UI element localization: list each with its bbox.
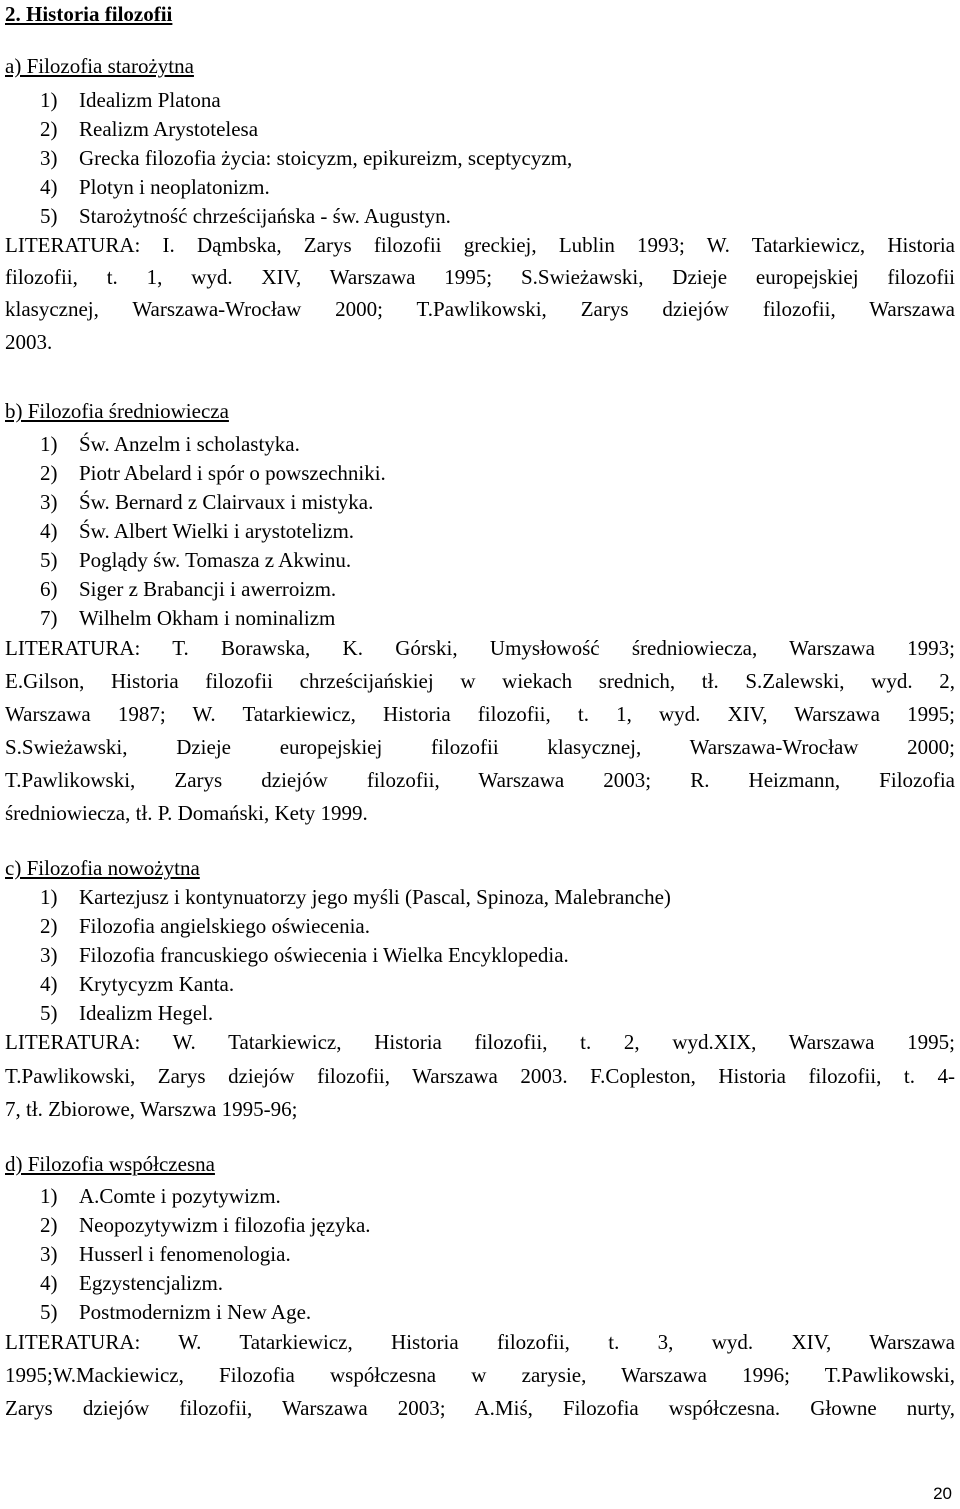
list-item-number: 2) [40, 461, 58, 485]
list-item-text: Egzystencjalizm. [79, 1271, 224, 1295]
list-item-text: Husserl i fenomenologia. [79, 1242, 291, 1266]
literature-line: 1995;W.Mackiewicz, Filozofia współczesna w zarysie, Warszawa 1996; T.Pawlikowski, [5, 1363, 955, 1387]
list-item-number: 2) [40, 914, 58, 938]
list-item [40, 459, 386, 487]
list-item [40, 604, 335, 632]
list-item-number: 6) [40, 577, 58, 601]
list-item [40, 575, 336, 603]
list-item-number: 3) [40, 490, 58, 514]
literature-line: LITERATURA: W. Tatarkiewicz, Historia filozofii, t. 2, wyd.XIX, Warszawa 1995; [5, 1030, 955, 1054]
list-item [40, 1269, 223, 1297]
list-item [40, 1211, 371, 1239]
list-item-text: A.Comte i pozytywizm. [79, 1184, 281, 1208]
list-item [40, 115, 258, 143]
list-item-number: 5) [40, 548, 58, 572]
page-heading: 2. Historia filozofii [5, 2, 173, 26]
list-item [40, 546, 351, 574]
list-item-number: 4) [40, 519, 58, 543]
literature-line: S.Swieżawski, Dzieje europejskiej filozofii klasycznej, Warszawa-Wrocław 2000; [5, 735, 955, 759]
list-item-text: Poglądy św. Tomasza z Akwinu. [79, 548, 352, 572]
literature-line: klasycznej, Warszawa-Wrocław 2000; T.Pawlikowski, Zarys dziejów filozofii, Warszawa [5, 297, 955, 321]
list-item [40, 1298, 311, 1326]
list-item-number: 5) [40, 204, 58, 228]
list-item [40, 86, 221, 114]
list-item-number: 1) [40, 885, 58, 909]
list-item-number: 4) [40, 175, 58, 199]
list-item-text: Idealizm Hegel. [79, 1001, 214, 1025]
list-item [40, 144, 572, 172]
list-item [40, 488, 373, 516]
list-item-text: Grecka filozofia życia: stoicyzm, epikureizm, sceptycyzm, [79, 146, 573, 170]
list-item-number: 4) [40, 1271, 58, 1295]
list-item [40, 517, 354, 545]
list-item-text: Plotyn i neoplatonizm. [79, 175, 270, 199]
list-item-number: 2) [40, 1213, 58, 1237]
list-item-text: Starożytność chrześcijańska - św. Augustyn. [79, 204, 451, 228]
page-number: 20 [933, 1484, 952, 1503]
list-item-number: 7) [40, 606, 58, 630]
list-item-text: Wilhelm Okham i nominalizm [79, 606, 336, 630]
literature-line: LITERATURA: W. Tatarkiewicz, Historia filozofii, t. 3, wyd. XIV, Warszawa [5, 1330, 955, 1354]
literature-line: 2003. [5, 330, 53, 354]
list-item-text: Św. Bernard z Clairvaux i mistyka. [79, 490, 374, 514]
list-item-number: 3) [40, 146, 58, 170]
list-item-number: 3) [40, 943, 58, 967]
list-item [40, 970, 234, 998]
list-item-number: 2) [40, 117, 58, 141]
literature-line: T.Pawlikowski, Zarys dziejów filozofii, Warszawa 2003. F.Copleston, Historia filozofii, t. 4- [5, 1064, 955, 1088]
list-item-text: Św. Anzelm i scholastyka. [79, 432, 300, 456]
list-item-number: 5) [40, 1001, 58, 1025]
literature-line: średniowiecza, tł. P. Domański, Kety 1999. [5, 801, 368, 825]
section-title-contemporary: d) Filozofia współczesna [5, 1152, 215, 1176]
literature-line: Zarys dziejów filozofii, Warszawa 2003; A.Miś, Filozofia współczesna. Głowne nurty, [5, 1396, 955, 1420]
list-item-number: 4) [40, 972, 58, 996]
list-item-text: Siger z Brabancji i awerroizm. [79, 577, 337, 601]
literature-line: Warszawa 1987; W. Tatarkiewicz, Historia filozofii, t. 1, wyd. XIV, Warszawa 1995; [5, 702, 955, 726]
list-item-number: 1) [40, 432, 58, 456]
list-item-text: Kartezjusz i kontynuatorzy jego myśli (Pascal, Spinoza, Malebranche) [79, 885, 671, 909]
list-item-number: 1) [40, 88, 58, 112]
literature-line: E.Gilson, Historia filozofii chrześcijańskiej w wiekach srednich, tł. S.Zalewski, wyd. 2, [5, 669, 955, 693]
list-item-text: Piotr Abelard i spór o powszechniki. [79, 461, 386, 485]
list-item-text: Neopozytywizm i filozofia języka. [79, 1213, 371, 1237]
list-item-text: Św. Albert Wielki i arystotelizm. [79, 519, 355, 543]
list-item [40, 173, 270, 201]
list-item [40, 430, 300, 458]
section-title-medieval: b) Filozofia średniowiecza [5, 399, 229, 423]
list-item [40, 202, 451, 230]
literature-line: LITERATURA: I. Dąmbska, Zarys filozofii greckiej, Lublin 1993; W. Tatarkiewicz, Historia [5, 233, 955, 257]
list-item-number: 3) [40, 1242, 58, 1266]
list-item-number: 1) [40, 1184, 58, 1208]
list-item [40, 941, 569, 969]
list-item [40, 912, 370, 940]
list-item-text: Realizm Arystotelesa [79, 117, 259, 141]
list-item-text: Postmodernizm i New Age. [79, 1300, 312, 1324]
literature-line: LITERATURA: T. Borawska, K. Górski, Umysłowość średniowiecza, Warszawa 1993; [5, 636, 955, 660]
list-item [40, 999, 213, 1027]
section-title-modern: c) Filozofia nowożytna [5, 856, 200, 880]
list-item-text: Krytycyzm Kanta. [79, 972, 235, 996]
list-item [40, 1240, 291, 1268]
literature-line: 7, tł. Zbiorowe, Warszwa 1995-96; [5, 1097, 298, 1121]
list-item-number: 5) [40, 1300, 58, 1324]
literature-line: T.Pawlikowski, Zarys dziejów filozofii, Warszawa 2003; R. Heizmann, Filozofia [5, 768, 955, 792]
section-title-ancient: a) Filozofia starożytna [5, 54, 194, 78]
literature-line: filozofii, t. 1, wyd. XIV, Warszawa 1995; S.Swieżawski, Dzieje europejskiej filozofii [5, 265, 955, 289]
list-item [40, 1182, 281, 1210]
list-item-text: Idealizm Platona [79, 88, 221, 112]
list-item [40, 883, 671, 911]
list-item-text: Filozofia angielskiego oświecenia. [79, 914, 370, 938]
list-item-text: Filozofia francuskiego oświecenia i Wielka Encyklopedia. [79, 943, 569, 967]
